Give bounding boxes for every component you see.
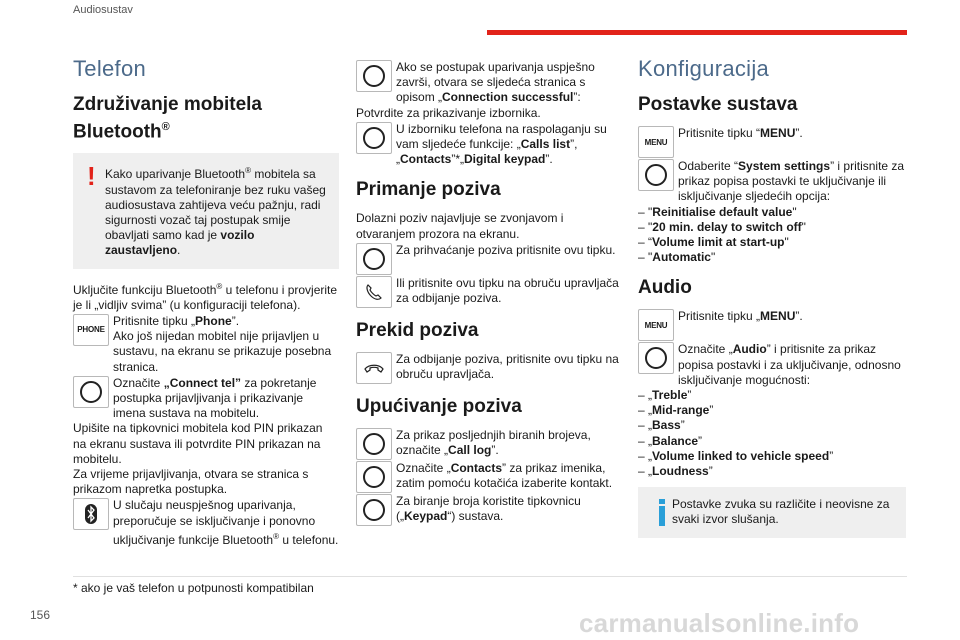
step-call-log: Za prikaz posljednjih biranih brojeva, označite „Call log”.: [356, 428, 626, 460]
section-title-konfiguracija: Konfiguracija: [638, 56, 770, 81]
steering-hangup-icon: [356, 352, 392, 384]
info-box: Postavke zvuka su različite i neovisne za svaki izvor slušanja.: [638, 487, 906, 537]
warning-text: Kako uparivanje Bluetooth® mobitela sa sustavom za telefoniranje bez ruku vašeg audiosustava zahtijeva veću pažnju, radi sigurnosti vozač taj postupak smije obavljati samo kad je vozilo zaustavljeno.: [105, 166, 326, 258]
audio-options-list: [638, 388, 906, 479]
dial-knob-icon: [356, 494, 392, 526]
system-options-list: [638, 205, 906, 266]
dial-knob-icon: [638, 159, 674, 191]
heading-bluetooth-pairing: Združivanje mobitela Bluetooth®: [73, 94, 262, 143]
warning-icon: !: [87, 161, 96, 192]
footnote: * ako je vaš telefon u potpunosti kompatibilan: [73, 581, 314, 595]
page-number: 156: [30, 608, 51, 622]
paragraph-receive: Dolazni poziv najavljuje se zvonjavom i otvaranjem prozora na ekranu.: [356, 211, 564, 241]
heading-system-settings: Postavke sustava: [638, 94, 798, 115]
step-reject-steering: Ili pritisnite ovu tipku na obruču upravljača za odbijanje poziva.: [356, 276, 626, 308]
column-konfiguracija: [638, 56, 906, 538]
step-connect-tel: Označite „Connect tel” za pokretanje postupka prijavljivanja i prikazivanje imena sustava na mobitelu.: [73, 376, 339, 422]
list-item: – „Bass”: [638, 418, 685, 433]
heading-make-call: Upućivanje poziva: [356, 395, 522, 417]
step-sys-menu: MENU Pritisnite tipku “MENU”.: [638, 126, 906, 158]
step-contacts: Označite „Contacts” za prikaz imenika, zatim pomoću kotačića izaberite kontakt.: [356, 461, 626, 493]
bluetooth-icon: [73, 498, 109, 530]
paragraph-confirm: Potvrdite za prikazivanje izbornika.: [356, 105, 541, 120]
paragraph-progress: Za vrijeme prijavljivanja, otvara se stranica s prikazom napretka postupka.: [73, 466, 309, 497]
list-item: – "Reinitialise default value": [638, 204, 797, 219]
info-icon: [652, 497, 672, 527]
list-item: – “Volume limit at start-up": [638, 235, 789, 250]
list-item: – "Automatic": [638, 250, 716, 265]
dial-knob-icon: [356, 461, 392, 493]
footnote-divider: [73, 576, 907, 577]
phone-key-icon: PHONE: [73, 314, 109, 346]
accent-bar: [487, 30, 907, 35]
column-calls: [356, 59, 626, 526]
dial-knob-icon: [73, 376, 109, 408]
step-phone-menu: U izborniku telefona na raspolaganju su vam sljedeće funkcije: „Calls list”, „Contacts”*„Digital keypad”.: [356, 122, 626, 168]
step-audio-select: Označite „Audio” i pritisnite za prikaz popisa postavki i za uključivanje, odnosno isključivanje mogućnosti:: [638, 342, 906, 388]
heading-end-call: Prekid poziva: [356, 319, 479, 341]
dial-knob-icon: [356, 428, 392, 460]
paragraph-pin: Upišite na tipkovnici mobitela kod PIN prikazan na ekranu sustava ili potvrdite PIN prikazan na mobitelu.: [73, 421, 323, 466]
dial-knob-icon: [356, 60, 392, 92]
step-audio-menu: MENU Pritisnite tipku „MENU”.: [638, 309, 906, 341]
dial-knob-icon: [356, 122, 392, 154]
list-item: – „Balance”: [638, 433, 703, 448]
list-item: – „Treble”: [638, 388, 692, 403]
step-failed-pairing: U slučaju neuspješnog uparivanja, preporučuje se isključivanje i ponovno uključivanje funkcije Bluetooth® u telefonu.: [73, 498, 339, 548]
watermark: carmanualsonline.info: [579, 608, 860, 638]
menu-key-icon: MENU: [638, 126, 674, 158]
menu-key-icon: MENU: [638, 309, 674, 341]
step-connection-successful: Ako se postupak uparivanja uspješno završi, otvara se sljedeća stranica s opisom „Connection successful”:: [356, 60, 626, 106]
running-head: Audiosustav: [73, 4, 133, 16]
column-telefon: [73, 56, 339, 548]
heading-receive-call: Primanje poziva: [356, 179, 501, 201]
list-item: – „Volume linked to vehicle speed”: [638, 448, 834, 463]
list-item: – „Mid-range”: [638, 403, 714, 418]
dial-knob-icon: [638, 342, 674, 374]
step-system-settings: Odaberite “System settings” i pritisnite za prikaz popisa postavki te uključivanje ili isključivanje sljedećih opcija:: [638, 159, 906, 205]
list-item: – "20 min. delay to switch off": [638, 219, 806, 234]
section-title-telefon: Telefon: [73, 56, 147, 81]
dial-knob-icon: [356, 243, 392, 275]
step-keypad: Za biranje broja koristite tipkovnicu („Keypad“) sustava.: [356, 494, 626, 526]
steering-call-icon: [356, 276, 392, 308]
paragraph-enable-bluetooth: Uključite funkciju Bluetooth® u telefonu i provjerite je li „vidljiv svima” (u konfiguraciji telefona).: [73, 281, 338, 312]
warning-box: [73, 153, 339, 268]
step-accept-call: Za prihvaćanje poziva pritisnite ovu tipku.: [356, 243, 626, 275]
step-end-call: Za odbijanje poziva, pritisnite ovu tipku na obruču upravljača.: [356, 352, 626, 384]
list-item: – „Loudness”: [638, 464, 713, 479]
step-phone-key: PHONE Pritisnite tipku „Phone”. Ako još nijedan mobitel nije prijavljen u sustavu, na ekranu se prikazuje posebna stranica.: [73, 314, 339, 375]
heading-audio: Audio: [638, 277, 692, 299]
